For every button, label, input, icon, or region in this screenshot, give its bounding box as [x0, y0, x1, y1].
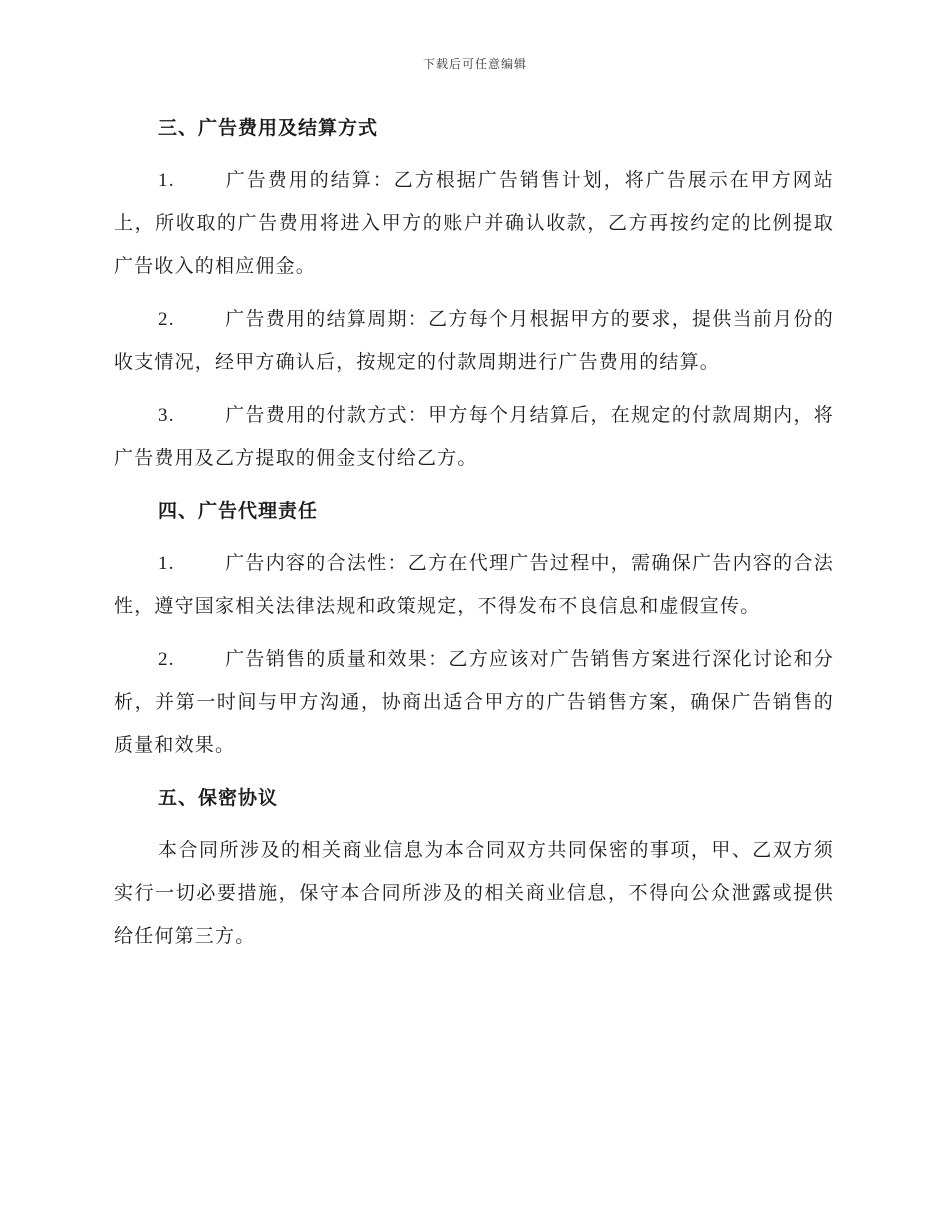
item-number: 1.: [158, 553, 175, 574]
document-body: [114, 107, 834, 968]
item-text: 广告费用的结算：乙方根据广告销售计划，将广告展示在甲方网站上，所收取的广告费用将进入甲方的账户并确认收款，乙方再按约定的比例提取广告收入的相应佣金。: [114, 169, 834, 277]
list-item: [114, 159, 834, 288]
section-heading-fees: 三、广告费用及结算方式: [158, 117, 379, 139]
item-text: 广告内容的合法性：乙方在代理广告过程中，需确保广告内容的合法性，遵守国家相关法律法规和政策规定，不得发布不良信息和虚假宣传。: [114, 552, 834, 617]
header-note: 下载后可任意编辑: [422, 57, 527, 71]
section-heading-responsibility: 四、广告代理责任: [158, 500, 319, 522]
item-number: 1.: [158, 170, 175, 191]
list-item: [114, 542, 834, 628]
list-item: [114, 298, 834, 384]
item-number: 3.: [158, 405, 175, 426]
confidentiality-paragraph: 本合同所涉及的相关商业信息为本合同双方共同保密的事项，甲、乙双方须实行一切必要措施，保守本合同所涉及的相关商业信息，不得向公众泄露或提供给任何第三方。: [114, 839, 834, 947]
list-item: [114, 638, 834, 767]
item-number: 2.: [158, 309, 175, 330]
section-heading-confidentiality: 五、保密协议: [158, 787, 279, 809]
item-number: 2.: [158, 649, 175, 670]
list-item: [114, 394, 834, 480]
item-text: 广告销售的质量和效果：乙方应该对广告销售方案进行深化讨论和分析，并第一时间与甲方沟通，协商出适合甲方的广告销售方案，确保广告销售的质量和效果。: [114, 648, 834, 756]
item-text: 广告费用的付款方式：甲方每个月结算后，在规定的付款周期内，将广告费用及乙方提取的佣金支付给乙方。: [114, 404, 834, 469]
item-text: 广告费用的结算周期：乙方每个月根据甲方的要求，提供当前月份的收支情况，经甲方确认后，按规定的付款周期进行广告费用的结算。: [114, 308, 834, 373]
